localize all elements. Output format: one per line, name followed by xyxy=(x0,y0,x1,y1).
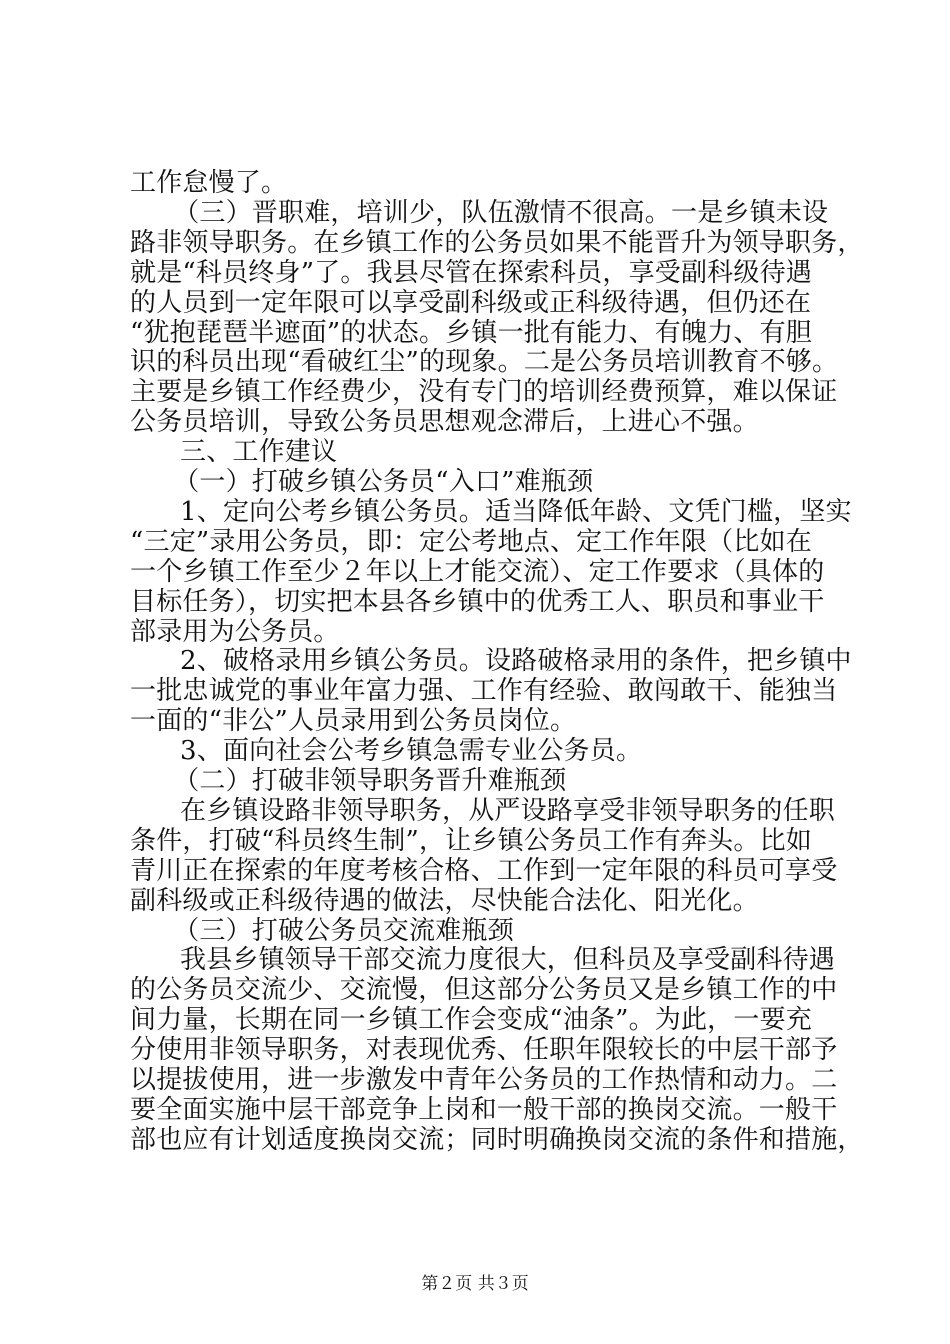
text-line: 青川正在探索的年度考核合格、工作到一定年限的科员可享受 xyxy=(130,856,838,886)
text-line: 一个乡镇工作至少２年以上才能交流）、定工作要求（具体的 xyxy=(130,557,825,587)
page-footer: 第２页 共３页 xyxy=(421,1274,529,1294)
text-line: 2、破格录用乡镇公务员。设路破格录用的条件，把乡镇中 xyxy=(180,646,852,676)
text-line: 分使用非领导职务，对表现优秀、任职年限较长的中层干部予 xyxy=(130,1035,838,1065)
text-line: 副科级或正科级待遇的做法，尽快能合法化、阳光化。 xyxy=(130,886,759,916)
text-line: 部录用为公务员。 xyxy=(130,617,340,647)
text-line: “三定”录用公务员，即：定公考地点、定工作年限（比如在 xyxy=(130,527,812,557)
text-line: 识的科员出现“看破红尘”的现象。二是公务员培训教育不够。 xyxy=(130,347,839,377)
text-line: （三）晋职难，培训少，队伍激情不很高。一是乡镇未设 xyxy=(160,198,829,228)
text-line: 就是“科员终身”了。我县尽管在探索科员，享受副科级待遇 xyxy=(130,258,812,288)
text-line: 主要是乡镇工作经费少，没有专门的培训经费预算，难以保证 xyxy=(130,377,838,407)
text-line: 的人员到一定年限可以享受副科级或正科级待遇，但仍还在 xyxy=(130,288,812,318)
text-line: 以提拔使用，进一步激发中青年公务员的工作热情和动力。二 xyxy=(130,1065,838,1095)
text-line: 路非领导职务。在乡镇工作的公务员如果不能晋升为领导职务， xyxy=(130,228,864,258)
text-line: 一面的“非公”人员录用到公务员岗位。 xyxy=(130,706,577,736)
text-line: 的公务员交流少、交流慢，但这部分公务员又是乡镇工作的中 xyxy=(130,975,838,1005)
text-line: 工作怠慢了。 xyxy=(130,168,288,198)
subsection-heading: （二）打破非领导职务晋升难瓶颈 xyxy=(160,766,567,796)
text-line: 目标任务），切实把本县各乡镇中的优秀工人、职员和事业干 xyxy=(130,587,825,617)
subsection-heading: （三）打破公务员交流难瓶颈 xyxy=(160,916,514,946)
text-line: 3、面向社会公考乡镇急需专业公务员。 xyxy=(180,736,643,766)
text-line: 在乡镇设路非领导职务，从严设路享受非领导职务的任职 xyxy=(180,796,836,826)
text-line: 公务员培训，导致公务员思想观念滞后，上进心不强。 xyxy=(130,407,759,437)
text-line: 我县乡镇领导干部交流力度很大，但科员及享受副科待遇 xyxy=(180,945,836,975)
text-line: 部也应有计划适度换岗交流；同时明确换岗交流的条件和措施， xyxy=(130,1125,864,1155)
text-line: “犹抱琵琶半遮面”的状态。乡镇一批有能力、有魄力、有胆 xyxy=(130,318,812,348)
text-line: 间力量，长期在同一乡镇工作会变成“油条”。为此，一要充 xyxy=(130,1005,812,1035)
text-line: 1、定向公考乡镇公务员。适当降低年龄、文凭门槛，坚实 xyxy=(180,497,852,527)
subsection-heading: （一）打破乡镇公务员“入口”难瓶颈 xyxy=(160,467,594,497)
text-line: 条件，打破“科员终生制”，让乡镇公务员工作有奔头。比如 xyxy=(130,826,812,856)
text-line: 一批忠诚党的事业年富力强、工作有经验、敢闯敢干、能独当 xyxy=(130,676,838,706)
text-line: 要全面实施中层干部竞争上岗和一般干部的换岗交流。一般干 xyxy=(130,1095,838,1125)
section-heading: 三、工作建议 xyxy=(180,437,338,467)
